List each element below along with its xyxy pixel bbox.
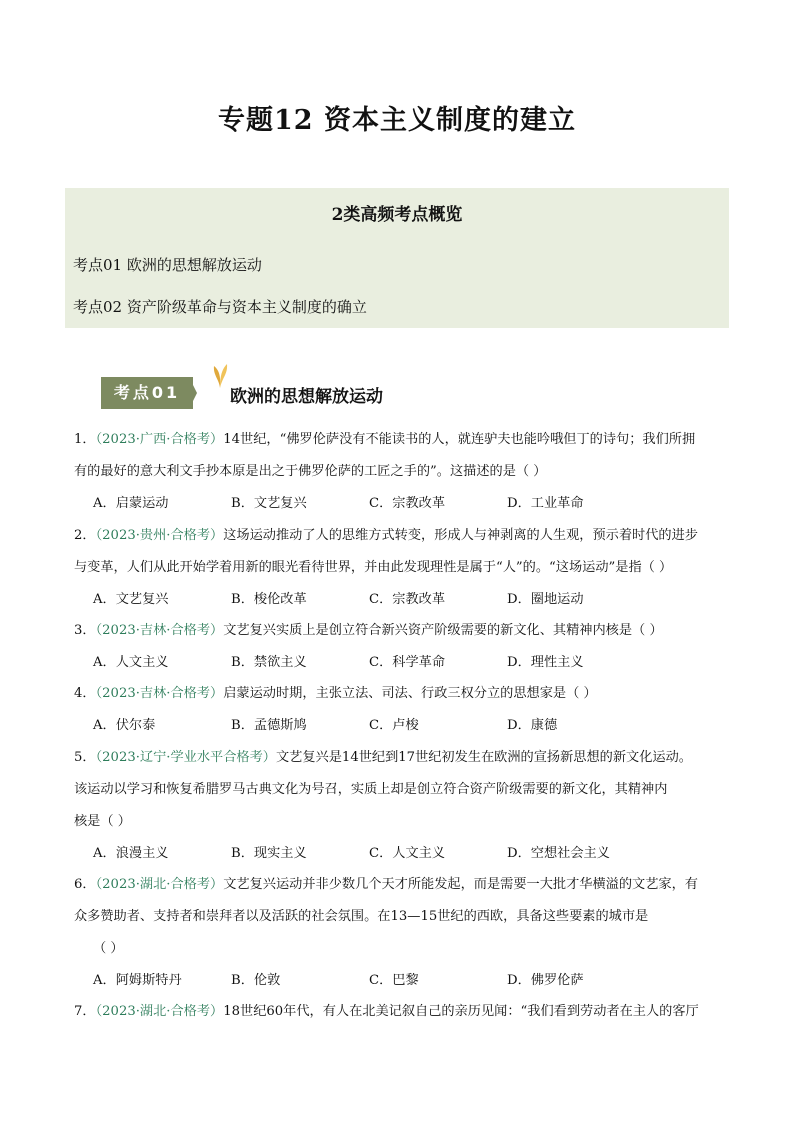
- overview-box: [65, 188, 729, 328]
- page-title: 专题12 资本主义制度的建立: [218, 105, 576, 136]
- option-d: D．理性主义: [507, 655, 584, 670]
- option-b: B．现实主义: [231, 846, 307, 861]
- question-text-line: 有的最好的意大利文手抄本原是出之于佛罗伦萨的工匠之手的”。这描述的是（ ）: [74, 464, 547, 479]
- option-a: A．阿姆斯特丹: [93, 973, 182, 988]
- question-source: （2023·贵州·合格考）: [95, 528, 224, 543]
- overview-item-2: 考点02 资产阶级革命与资本主义制度的确立: [73, 298, 367, 316]
- question-source: （2023·辽宁·学业水平合格考）: [95, 750, 276, 765]
- option-a: A．人文主义: [93, 655, 169, 670]
- option-b: B．禁欲主义: [231, 655, 307, 670]
- question-4: [74, 678, 734, 742]
- question-source: （2023·吉林·合格考）: [95, 686, 224, 701]
- question-number: 3．: [74, 623, 96, 638]
- option-row: [74, 965, 734, 997]
- overview-item-1: 考点01 欧洲的思想解放运动: [73, 256, 262, 274]
- question-7: [74, 996, 734, 1028]
- question-stem: [74, 869, 734, 901]
- question-text-line: （ ）: [93, 941, 124, 956]
- option-row: [74, 710, 734, 742]
- question-1: [74, 424, 734, 520]
- question-source: （2023·湖北·合格考）: [95, 1004, 224, 1019]
- question-number: 1．: [74, 432, 96, 447]
- question-source: （2023·吉林·合格考）: [95, 623, 224, 638]
- question-3: [74, 615, 734, 679]
- question-number: 4．: [74, 686, 96, 701]
- question-text-line: 文艺复兴运动并非少数几个天才所能发起，而是需要一大批才华横溢的文艺家，有: [223, 877, 698, 892]
- option-d: D．康德: [507, 718, 558, 733]
- option-a: A．伏尔泰: [93, 718, 156, 733]
- option-row: [74, 488, 734, 520]
- option-b: B．孟德斯鸠: [231, 718, 307, 733]
- question-2: [74, 520, 734, 616]
- option-row: [74, 647, 734, 679]
- option-c: C．宗教改革: [369, 592, 446, 607]
- option-a: A．启蒙运动: [93, 496, 169, 511]
- option-d: D．圈地运动: [507, 592, 584, 607]
- option-row: [74, 838, 734, 870]
- option-c: C．人文主义: [369, 846, 446, 861]
- option-b: B．文艺复兴: [231, 496, 307, 511]
- section-banner: [101, 375, 441, 411]
- question-text-line: 核是（ ）: [74, 814, 131, 829]
- option-d: D．空想社会主义: [507, 846, 610, 861]
- option-d: D．工业革命: [507, 496, 584, 511]
- section-tag-notch: [189, 377, 197, 409]
- section-title: 欧洲的思想解放运动: [230, 387, 383, 407]
- question-5: [74, 742, 734, 870]
- section-tag: 考点01: [101, 377, 193, 409]
- question-number: 6．: [74, 877, 96, 892]
- overview-heading: 2类高频考点概览: [331, 205, 463, 225]
- option-c: C．宗教改革: [369, 496, 446, 511]
- question-number: 5．: [74, 750, 96, 765]
- leaf-icon: [209, 361, 231, 389]
- question-source: （2023·湖北·合格考）: [95, 877, 224, 892]
- question-stem: [74, 424, 734, 456]
- question-text-line: 文艺复兴实质上是创立符合新兴资产阶级需要的新文化、其精神内核是（ ）: [223, 623, 663, 638]
- question-text-line: 众多赞助者、支持者和崇拜者以及活跃的社会氛围。在13—15世纪的西欧，具备这些要素的城市是: [74, 909, 649, 924]
- option-c: C．卢梭: [369, 718, 419, 733]
- question-source: （2023·广西·合格考）: [95, 432, 224, 447]
- option-d: D．佛罗伦萨: [507, 973, 584, 988]
- option-b: B．梭伦改革: [231, 592, 307, 607]
- question-text-line: 与变革，人们从此开始学着用新的眼光看待世界，并由此发现理性是属于“人”的。“这场运动”是指（ ）: [74, 560, 673, 575]
- question-text-line: 这场运动推动了人的思维方式转变，形成人与神剥离的人生观，预示着时代的进步: [223, 528, 698, 543]
- question-text-line: 启蒙运动时期，主张立法、司法、行政三权分立的思想家是（ ）: [223, 686, 597, 701]
- question-stem: [74, 520, 734, 552]
- option-b: B．伦敦: [231, 973, 281, 988]
- question-text-line: 文艺复兴是14世纪到17世纪初发生在欧洲的宣扬新思想的新文化运动。: [276, 750, 692, 765]
- option-c: C．科学革命: [369, 655, 446, 670]
- question-stem: [74, 996, 734, 1028]
- question-text-line: 14世纪，“佛罗伦萨没有不能读书的人，就连驴夫也能吟哦但丁的诗句；我们所拥: [223, 432, 696, 447]
- question-number: 2．: [74, 528, 96, 543]
- question-text-line: 该运动以学习和恢复希腊罗马古典文化为号召，实质上却是创立符合资产阶级需要的新文化，其精神内: [74, 782, 668, 797]
- question-stem: [74, 678, 734, 710]
- option-row: [74, 584, 734, 616]
- option-c: C．巴黎: [369, 973, 419, 988]
- question-number: 7．: [74, 1004, 96, 1019]
- question-6: [74, 869, 734, 997]
- option-a: A．浪漫主义: [93, 846, 169, 861]
- option-a: A．文艺复兴: [93, 592, 169, 607]
- question-stem: [74, 615, 734, 647]
- question-text-line: 18世纪60年代，有人在北美记叙自己的亲历见闻：“我们看到劳动者在主人的客厅: [223, 1004, 699, 1019]
- question-stem: [74, 742, 734, 774]
